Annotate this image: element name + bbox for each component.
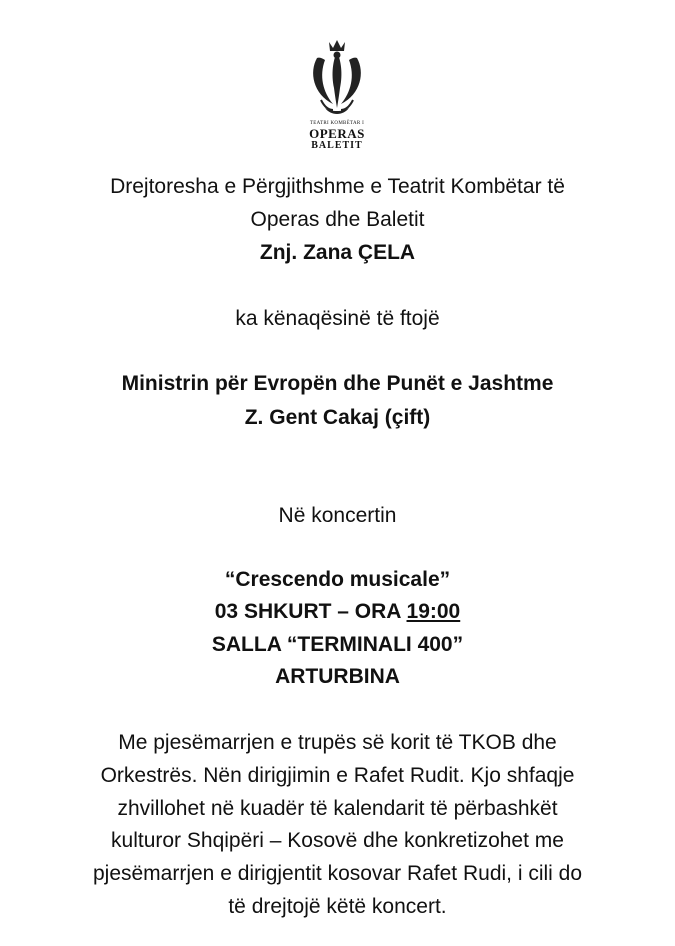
theatre-emblem-icon: [307, 38, 367, 120]
header-line2: Operas dhe Baletit: [250, 208, 425, 231]
logo-name-line2: BALETIT: [311, 140, 363, 151]
event-place: ARTURBINA: [275, 665, 400, 688]
description-line4: kulturor Shqipëri – Kosovë dhe konkretizohet me: [111, 829, 564, 852]
event-date: 03 SHKURT – ORA: [214, 600, 407, 623]
event-datetime: [0, 599, 675, 625]
description-line3: zhvillohet në kuadër të kalendarit të përbashkët: [117, 797, 558, 820]
event-title: “Crescendo musicale”: [224, 568, 451, 591]
description-line2: Orkestrës. Nën dirigjimin e Rafet Rudit. Kjo shfaqje: [100, 764, 575, 787]
event-venue: SALLA “TERMINALI 400”: [211, 633, 464, 656]
header-line1: Drejtoresha e Përgjithshme e Teatrit Kombëtar të: [110, 175, 565, 198]
guest-title: Ministrin për Evropën dhe Punët e Jashtme: [121, 372, 554, 395]
guest-name: Z. Gent Cakaj (çift): [244, 406, 431, 429]
logo-name-line1: OPERAS: [309, 126, 365, 141]
concert-intro: Në koncertin: [278, 504, 397, 527]
description-line6: të drejtojë këtë koncert.: [228, 895, 447, 918]
description-line1: Me pjesëmarrjen e trupës së korit të TKOB dhe: [118, 731, 557, 754]
event-time: 19:00: [406, 600, 461, 623]
invite-text: ka kënaqësinë të ftojë: [235, 307, 440, 330]
theatre-logo: [302, 38, 372, 156]
host-name: Znj. Zana ÇELA: [259, 241, 416, 264]
description-line5: pjesëmarrjen e dirigjentit kosovar Rafet Rudi, i cili do: [92, 862, 583, 885]
logo-top-text: TEATRI KOMBËTAR I: [309, 121, 365, 126]
